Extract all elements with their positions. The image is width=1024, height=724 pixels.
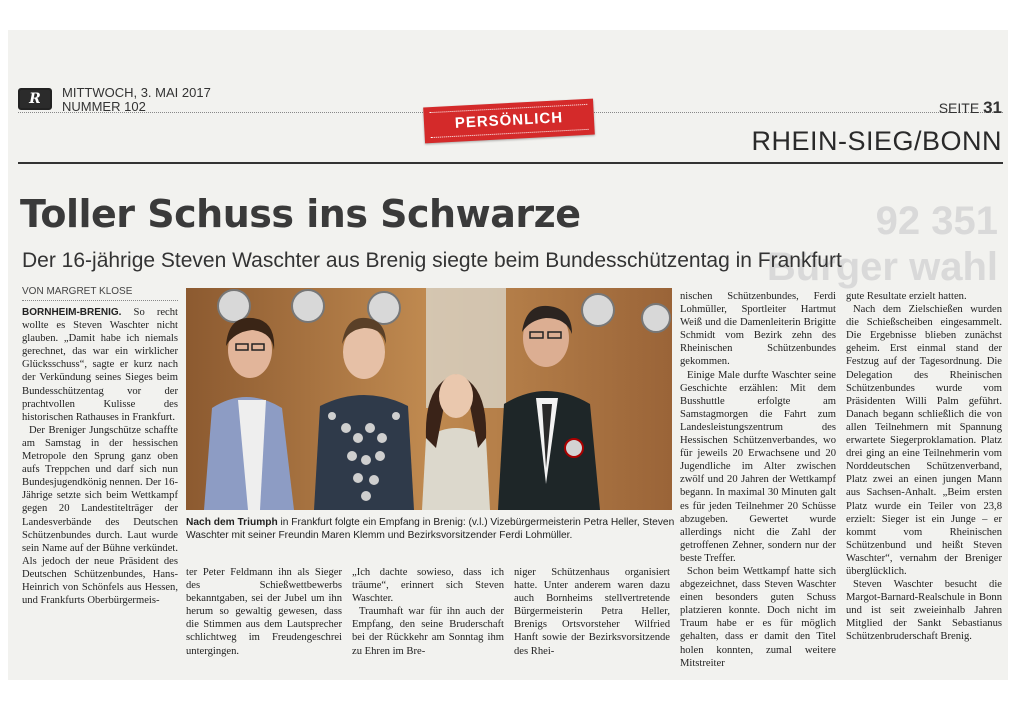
section-title: RHEIN-SIEG/BONN [751, 126, 1002, 156]
column-4-paragraph-1: niger Schützenhaus organisiert hatte. Unter anderem waren dazu auch Bornheims stellvertretende Bürgermeisterin Petra Heller, Brenigs Ortsvorsteher Wilfried Hanft sowie der Bezirksvorsitzende des Rhei- [514, 567, 670, 657]
column-5-paragraph-1: nischen Schützenbundes, Ferdi Lohmüller, Sportleiter Hartmut Weiß und die Damenleiterin Brigitte Schmidt vom Bezirk zehn des Rheinischen Schützenbundes gekommen. [680, 291, 836, 368]
column-5-paragraph-2: Einige Male durfte Waschter seine Geschichte erzählen: Mit dem Busshuttle erfolgte am Samstagmorgen die Fahrt zum Landesleistungszentrum des Hessischen Schützenverbandes, wo für jeweils 20 Erwachsene und 20 Jugendliche im Alter zwischen zwölf und 20 Jahren der Wettkampf begann. In maximal 30 Minuten galt es für jeden Teilnehmer 20 Schüsse abzugeben. Gewertet wurde allerdings nicht die Zahl der getroffenen Zehner, sondern nur der beste Treffer. [680, 369, 836, 564]
issue-dateline [62, 86, 211, 114]
photo-caption [186, 516, 676, 542]
dateline-location: BORNHEIM-BRENIG. [22, 307, 122, 318]
article-column-2 [186, 566, 342, 672]
article-subhead: Der 16-jährige Steven Waschter aus Brenig siegte beim Bundesschützentag in Frankfurt [22, 249, 842, 272]
byline-rule [22, 300, 178, 301]
dateline-rest: So recht [133, 307, 178, 318]
column-2-paragraph-1: ter Peter Feldmann ihn als Sieger des Schießwettbewerbs bekanntgaben, sei der Jubel um ihn herum so gewaltig gewesen, dass die Stimmen aus dem Lautsprecher schlichtweg im Freudengeschrei untergingen. [186, 567, 342, 657]
section-rule [18, 162, 1003, 164]
column-1-text-1: wollte es Steven Waschter nicht glauben. „Damit habe ich niemals gerechnet, das war ein wirklicher Glücksschuss“, sagte er kurz nach der Verkündung seines Sieges beim Bundesschützentag vor der prachtvollen Kulisse des historischen Rathauses in Frankfurt. [22, 320, 178, 423]
column-3-paragraph-2: Traumhaft war für ihn auch der Empfang, den seine Bruderschaft bei der Rückkehr am Sonntag ihm zu Ehren im Bre- [352, 606, 504, 657]
kicker-label: PERSÖNLICH [423, 99, 595, 144]
article-byline: VON MARGRET KLOSE [22, 286, 133, 297]
column-6-paragraph-2: Nach dem Zielschießen wurden die Schießscheiben eingesammelt. Die Ergebnisse blieben zunächst geheim. Erst einmal stand der Festzug auf der Tagesordnung. Die Delegation des Rheinischen Schützenbundes wurde vom Präsidenten Willi Palm geführt. Danach begann schließlich die von allen Teilnehmern mit Spannung erwartete Siegerproklamation. Platz drei ging an eine Teilnehmerin vom Norddeutschen Schützenverband, Platz zwei an einen jungen Mann aus Sachsen-Anhalt. „Beim ersten Platz wurde ein Teiler von 23,8 erzielt: Sieger ist ein Junge – er kommt vom Rheinischen Schützenbund und heißt Steven Waschter“, vernahm der Breniger überglücklich. [846, 304, 1002, 577]
column-6-paragraph-3: Steven Waschter besucht die Margot-Barnard-Realschule in Bonn und ist seit zweieinhalb Jahren Mitglied der Sankt Sebastianus Schützenbruderschaft Brenig. [846, 579, 1002, 643]
article-column-5 [680, 290, 836, 672]
column-1-paragraph-1 [22, 306, 178, 424]
column-6-paragraph-1: gute Resultate erzielt hatten. [846, 291, 967, 302]
article-column-3 [352, 566, 504, 672]
caption-text: in Frankfurt folgte ein Empfang in Brenig: (v.l.) Vizebürgermeisterin Petra Heller, Steven Waschter mit seiner Freundin Maren Klemm und Bezirksvorsitzender Ferdi Lohmüller. [186, 517, 675, 541]
column-1-paragraph-2: Der Breniger Jungschütze schaffte am Samstag in der hessischen Metropole den Sprung ganz oben aufs Treppchen und darf sich nun Bundesjugendkönig nennen. Der 16-Jährige setzte sich beim Wettkampf gegen 20 Landestitelträger der Landesverbände des Deutschen Schützenbundes durch. Laut wurde sein Name auf der Bühne verkündet. Als jedoch der neue Präsident des Deutschen Schützenbundes, Hans-Heinrich von Schönfels aus Hessen, und Frankfurts Oberbürgermeis- [22, 424, 178, 607]
page-number-value: 31 [983, 98, 1002, 117]
article-column-4 [514, 566, 670, 672]
column-5-paragraph-3: Schon beim Wettkampf hatte sich abgezeichnet, dass Steven Waschter einen besonders guten Schuss platzieren konnte. Doch nicht im Traum habe er es für möglich gehalten, dass er damit den Titel holen konnten, zumal weitere Mitstreiter [680, 565, 836, 669]
bleed-through-text: 92 351 Bürger wahl [766, 199, 998, 289]
page-label: SEITE [938, 100, 980, 116]
issue-number: NUMMER 102 [62, 99, 146, 114]
article-photo [186, 288, 672, 510]
issue-date: MITTWOCH, 3. MAI 2017 [62, 85, 211, 100]
caption-lead: Nach dem Triumph [186, 517, 278, 528]
column-3-paragraph-1: „Ich dachte sowieso, dass ich träume“, erinnert sich Steven Waschter. [352, 567, 504, 605]
article-headline: Toller Schuss ins Schwarze [20, 192, 581, 236]
newspaper-logo: R [18, 88, 52, 110]
article-column-6 [846, 290, 1002, 672]
article-column-1 [22, 306, 178, 672]
page-number [939, 98, 1002, 118]
photo-illustration [186, 288, 672, 510]
